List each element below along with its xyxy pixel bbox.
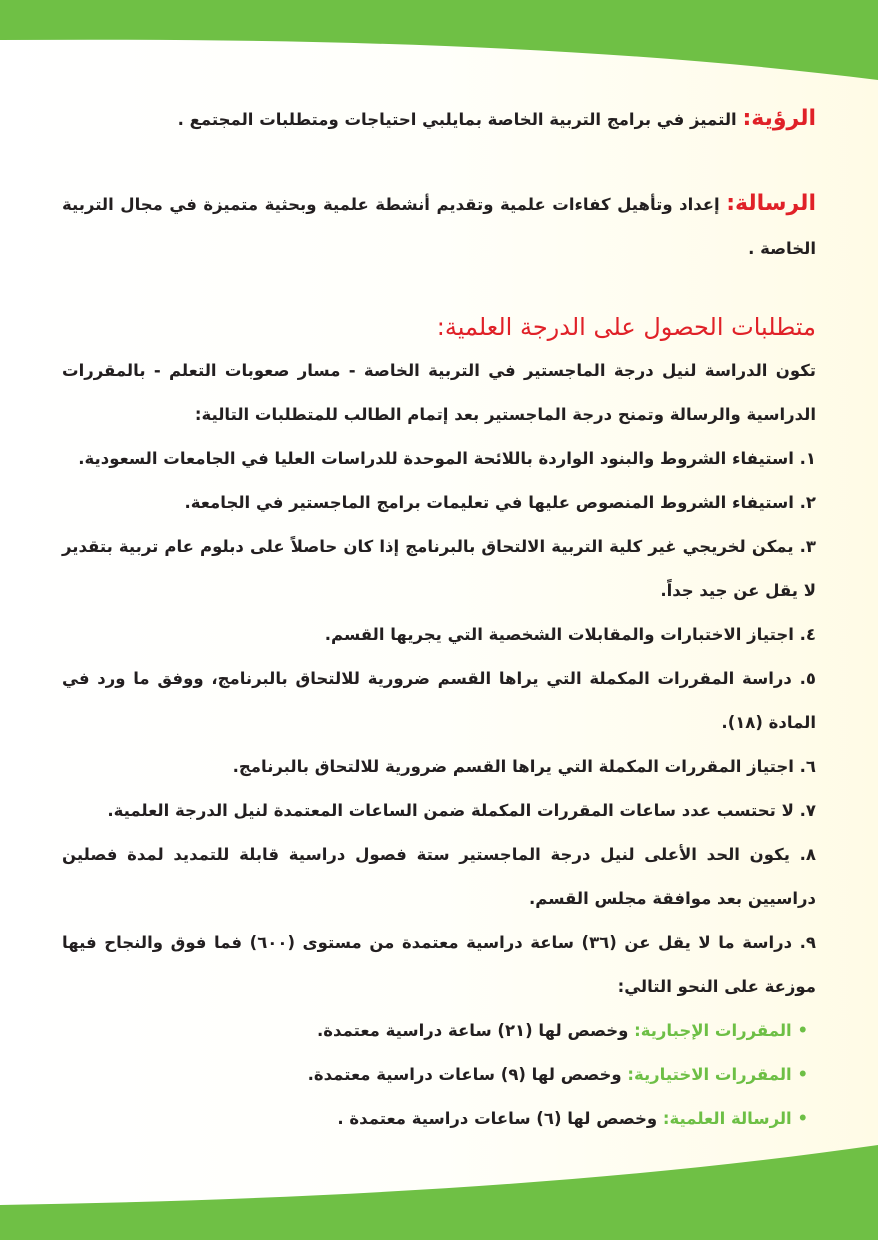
distribution-text: وخصص لها (٩) ساعات دراسية معتمدة. bbox=[307, 1065, 628, 1084]
requirements-heading: متطلبات الحصول على الدرجة العلمية: bbox=[436, 313, 816, 341]
item-text: يمكن لخريجي غير كلية التربية الالتحاق بالبرنامج إذا كان حاصلاً على دبلوم عام تربية بتقدير لا يقل عن جيد جداً. bbox=[62, 537, 816, 600]
page-content bbox=[62, 95, 816, 1141]
requirements-list bbox=[62, 437, 816, 1009]
item-text: استيفاء الشروط والبنود الواردة باللائحة الموحدة للدراسات العليا في الجامعات السعودية. bbox=[78, 449, 800, 468]
distribution-item bbox=[62, 1009, 808, 1053]
requirement-item bbox=[62, 481, 816, 525]
item-number: ٢. bbox=[799, 493, 816, 512]
distribution-text: وخصص لها (٦) ساعات دراسية معتمدة . bbox=[337, 1109, 663, 1128]
requirement-item bbox=[62, 437, 816, 481]
requirement-item bbox=[62, 921, 816, 1009]
mission-statement bbox=[62, 182, 816, 271]
item-text: لا تحتسب عدد ساعات المقررات المكملة ضمن الساعات المعتمدة لنيل الدرجة العلمية. bbox=[107, 801, 800, 820]
bottom-green-wave bbox=[0, 1140, 878, 1240]
item-number: ٤. bbox=[799, 625, 816, 644]
item-text: استيفاء الشروط المنصوص عليها في تعليمات برامج الماجستير في الجامعة. bbox=[184, 493, 800, 512]
item-number: ٥. bbox=[799, 669, 816, 688]
bullet-icon: • bbox=[797, 1109, 808, 1128]
distribution-item bbox=[62, 1053, 808, 1097]
item-number: ٧. bbox=[799, 801, 816, 820]
mission-label: الرسالة: bbox=[726, 191, 816, 216]
item-text: اجتياز الاختبارات والمقابلات الشخصية التي يجريها القسم. bbox=[324, 625, 800, 644]
vision-text: التميز في برامج التربية الخاصة بمايلبي احتياجات ومتطلبات المجتمع . bbox=[177, 110, 743, 129]
requirement-item bbox=[62, 833, 816, 921]
distribution-text: وخصص لها (٢١) ساعة دراسية معتمدة. bbox=[317, 1021, 635, 1040]
requirement-item bbox=[62, 657, 816, 745]
item-number: ٨. bbox=[799, 845, 816, 864]
vision-label: الرؤية: bbox=[742, 106, 816, 131]
mission-text: إعداد وتأهيل كفاءات علمية وتقديم أنشطة علمية وبحثية متميزة في مجال التربية الخاصة . bbox=[62, 195, 816, 258]
requirement-item bbox=[62, 745, 816, 789]
item-text: يكون الحد الأعلى لنيل درجة الماجستير ستة فصول دراسية قابلة للتمديد لمدة فصلين دراسيين بعد موافقة مجلس القسم. bbox=[62, 845, 816, 908]
vision-statement bbox=[62, 97, 816, 142]
requirement-item bbox=[62, 613, 816, 657]
credit-hours-distribution bbox=[62, 1009, 816, 1141]
item-text: اجتياز المقررات المكملة التي يراها القسم ضرورية للالتحاق بالبرنامج. bbox=[232, 757, 800, 776]
top-green-wave bbox=[0, 0, 878, 85]
bullet-icon: • bbox=[797, 1065, 808, 1084]
requirements-intro: تكون الدراسة لنيل درجة الماجستير في التربية الخاصة - مسار صعوبات التعلم - بالمقررات الدراسية والرسالة وتمنح درجة الماجستير بعد إتمام الطالب للمتطلبات التالية: bbox=[62, 361, 816, 424]
distribution-label: الرسالة العلمية: bbox=[662, 1109, 798, 1128]
item-number: ١. bbox=[799, 449, 816, 468]
requirement-item bbox=[62, 525, 816, 613]
distribution-label: المقررات الإجبارية: bbox=[634, 1021, 798, 1040]
item-text: دراسة المقررات المكملة التي يراها القسم ضرورية للالتحاق بالبرنامج، ووفق ما ورد في المادة (١٨). bbox=[62, 669, 816, 732]
distribution-label: المقررات الاختيارية: bbox=[627, 1065, 798, 1084]
item-number: ٦. bbox=[799, 757, 816, 776]
item-number: ٩. bbox=[799, 933, 816, 952]
item-number: ٣. bbox=[799, 537, 816, 556]
requirement-item bbox=[62, 789, 816, 833]
distribution-item bbox=[62, 1097, 808, 1141]
item-text: دراسة ما لا يقل عن (٣٦) ساعة دراسية معتمدة من مستوى (٦٠٠) فما فوق والنجاح فيها موزعة على النحو التالي: bbox=[62, 933, 816, 996]
bullet-icon: • bbox=[797, 1021, 808, 1040]
